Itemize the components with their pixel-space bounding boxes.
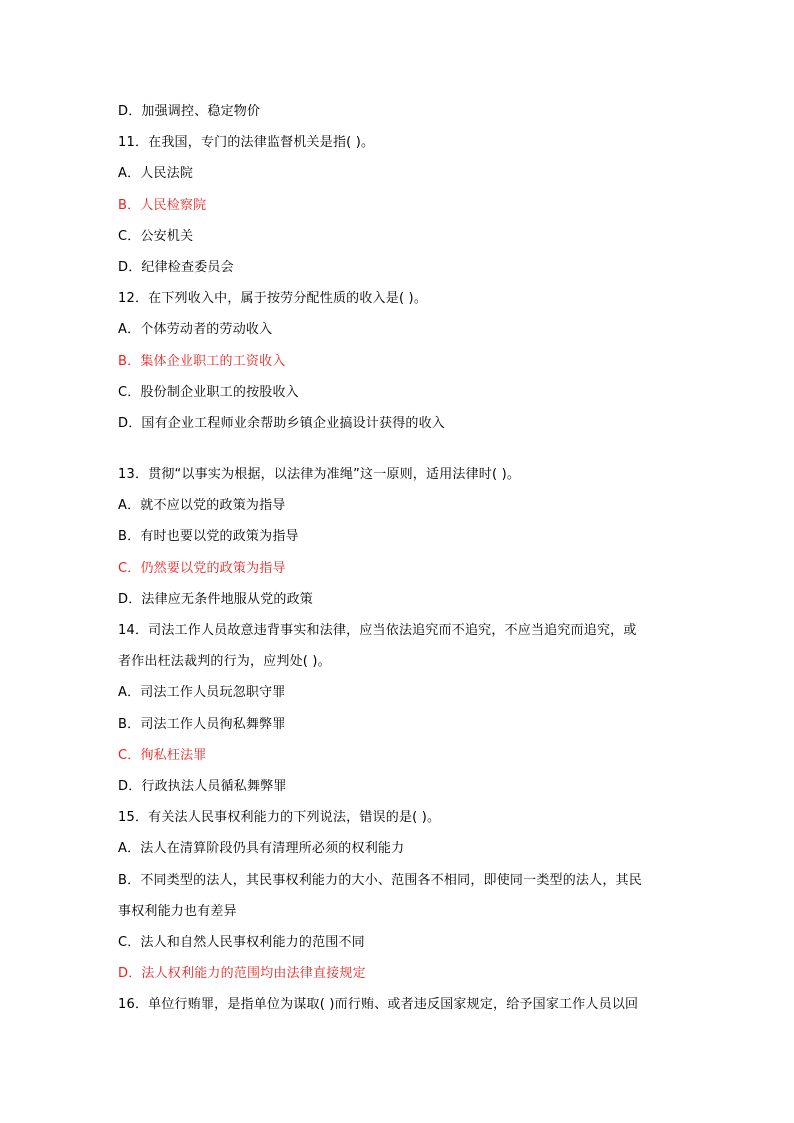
option-line: D．纪律检查委员会	[118, 259, 234, 275]
option-line: B．有时也要以党的政策为指导	[118, 529, 299, 545]
answer-option-line: B．集体企业职工的工资收入	[118, 353, 286, 369]
option-line: B．司法工作人员徇私舞弊罪	[118, 716, 286, 732]
option-line: A．个体劳动者的劳动收入	[118, 322, 273, 338]
option-line: D．国有企业工程师业余帮助乡镇企业搞设计获得的收入	[118, 415, 446, 431]
answer-option-line: D．法人权利能力的范围均由法律直接规定	[118, 966, 366, 982]
option-line: D．法律应无条件地服从党的政策	[118, 591, 314, 607]
option-line: B．不同类型的法人，其民事权利能力的大小、范围各不相同，即使同一类型的法人，其民	[118, 872, 642, 888]
question-line: 14．司法工作人员故意违背事实和法律，应当依法追究而不追究，不应当追究而追究，或	[118, 623, 637, 638]
option-line: C．法人和自然人民事权利能力的范围不同	[118, 934, 365, 950]
option-line: C．公安机关	[118, 228, 194, 244]
question-line: 11．在我国，专门的法律监督机关是指( )。	[118, 135, 375, 151]
answer-option-line: C．徇私枉法罪	[118, 747, 207, 763]
option-line: D．加强调控、稳定物价	[118, 104, 261, 119]
question-line: 15．有关法人民事权利能力的下列说法，错误的是( )。	[118, 810, 441, 826]
option-line: A．法人在清算阶段仍具有清理所必须的权利能力	[118, 841, 405, 857]
paragraph-spacer	[118, 444, 688, 464]
question-line: 12．在下列收入中，属于按劳分配性质的收入是( )。	[118, 291, 428, 307]
question-list	[118, 101, 688, 1025]
answer-option-line: C．仍然要以党的政策为指导	[118, 560, 286, 576]
option-line: C．股份制企业职工的按股收入	[118, 384, 299, 400]
option-line: A．人民法院	[118, 166, 194, 182]
question-line-continued: 者作出枉法裁判的行为，应判处( )。	[118, 654, 331, 670]
option-line: A．司法工作人员玩忽职守罪	[118, 685, 286, 701]
option-line: A．就不应以党的政策为指导	[118, 498, 286, 514]
question-line: 13．贯彻“以事实为根据，以法律为准绳”这一原则，适用法律时( )。	[118, 467, 521, 483]
option-line-continued: 事权利能力也有差异	[118, 903, 237, 919]
option-line: D．行政执法人员循私舞弊罪	[118, 778, 287, 794]
question-line: 16．单位行贿罪，是指单位为谋取( )而行贿、或者违反国家规定，给予国家工作人员以回	[118, 997, 639, 1013]
answer-option-line: B．人民检察院	[118, 197, 207, 213]
